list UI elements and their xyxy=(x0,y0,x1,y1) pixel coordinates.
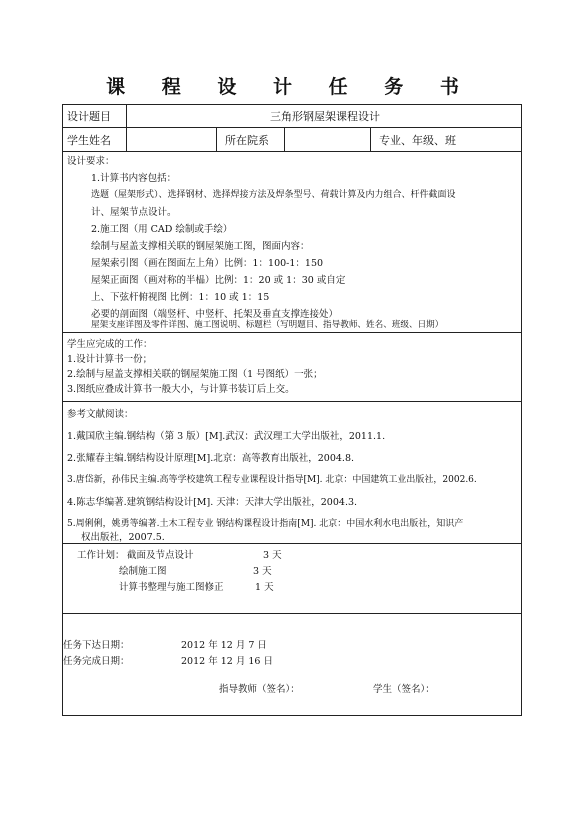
schedule-days: 1 天 xyxy=(255,582,274,593)
deliverable-line: 1.设计计算书一份； xyxy=(67,354,153,365)
schedule-heading: 工作计划： xyxy=(77,550,125,561)
student-name-value[interactable] xyxy=(127,128,217,151)
deliverables-section xyxy=(63,332,521,401)
student-info-row xyxy=(63,127,521,151)
topic-row xyxy=(63,105,521,127)
schedule-task: 绘制施工图 xyxy=(119,566,167,577)
requirement-line: 屋架支座详图及零件详图、施工图说明、标题栏（写明题目、指导教师、姓名、班级、日期） xyxy=(91,320,444,330)
finish-date-value: 2012 年 12 月 16 日 xyxy=(181,656,273,667)
college-label: 所在院系 xyxy=(217,128,285,151)
page-title: 课 程 设 计 任 务 书 xyxy=(106,76,474,98)
reference-line: 5.周俐俐，姚勇等编著.土木工程专业 钢结构课程设计指南[M]. 北京：中国水利水电出版社，知识产 xyxy=(67,519,464,529)
student-name-label: 学生姓名 xyxy=(63,128,127,151)
requirement-line: 选题（屋架形式）、选择钢材、选择焊接方法及焊条型号、荷载计算及内力组合、杆件截面设 xyxy=(91,190,456,200)
requirement-line: 计、屋架节点设计。 xyxy=(91,207,177,218)
deliverables-heading: 学生应完成的工作： xyxy=(67,339,153,350)
deliverable-line: 3.图纸应叠成计算书一般大小，与计算书装订后上交。 xyxy=(67,384,295,395)
requirements-section xyxy=(63,151,521,332)
student-signature-label: 学生（签名）： xyxy=(373,684,435,695)
requirement-line: 绘制与屋盖支撑相关联的钢屋架施工图，图面内容： xyxy=(91,241,310,252)
dates-section xyxy=(63,613,521,717)
topic-label: 设计题目 xyxy=(63,105,127,127)
requirement-line: 屋架正面图（画对称的半榀）比例：1：20 或 1：30 或自定 xyxy=(91,275,346,286)
issue-date-value: 2012 年 12 月 7 日 xyxy=(181,640,267,651)
reference-line: 权出版社，2007.5. xyxy=(81,532,165,543)
schedule-task: 截面及节点设计 xyxy=(127,550,194,561)
references-heading: 参考文献阅读： xyxy=(67,409,134,420)
requirements-heading: 设计要求： xyxy=(67,156,115,167)
task-form xyxy=(62,104,522,716)
topic-value: 三角形钢屋架课程设计 xyxy=(270,110,380,123)
finish-date-label: 任务完成日期： xyxy=(63,656,130,667)
deliverable-line: 2.绘制与屋盖支撑相关联的钢屋架施工图（1 号图纸）一张； xyxy=(67,369,323,380)
schedule-section xyxy=(63,543,521,613)
reference-line: 1.戴国欣主编.钢结构（第 3 版）[M].武汉：武汉理工大学出版社，2011.1. xyxy=(67,431,386,442)
requirement-line: 1.计算书内容包括： xyxy=(91,173,177,184)
requirement-line: 必要的剖面图（端竖杆、中竖杆、托架及垂直支撑连接处） xyxy=(91,309,339,320)
requirement-line: 屋架索引图（画在图面左上角）比例：1：100-1：150 xyxy=(91,258,324,269)
requirement-line: 上、下弦杆俯视图 比例：1：10 或 1：15 xyxy=(91,292,270,303)
reference-line: 2.张耀春主编.钢结构设计原理[M].北京：高等教育出版社，2004.8. xyxy=(67,453,355,464)
reference-line: 4.陈志华编著.建筑钢结构设计[M]. 天津：天津大学出版社，2004.3. xyxy=(67,497,358,508)
schedule-days: 3 天 xyxy=(263,550,282,561)
major-label: 专业、年级、班 xyxy=(379,133,456,147)
schedule-days: 3 天 xyxy=(253,566,272,577)
teacher-signature-label: 指导教师（签名）： xyxy=(219,684,300,695)
references-section xyxy=(63,401,521,543)
schedule-task: 计算书整理与施工图修正 xyxy=(119,582,224,593)
college-value[interactable] xyxy=(285,128,371,151)
reference-line: 3.唐岱新，孙伟民主编.高等学校建筑工程专业课程设计指导[M]. 北京：中国建筑工业出版社，2002.6. xyxy=(67,475,477,485)
issue-date-label: 任务下达日期： xyxy=(63,640,130,651)
requirement-line: 2.施工图（用 CAD 绘制或手绘） xyxy=(91,224,233,235)
